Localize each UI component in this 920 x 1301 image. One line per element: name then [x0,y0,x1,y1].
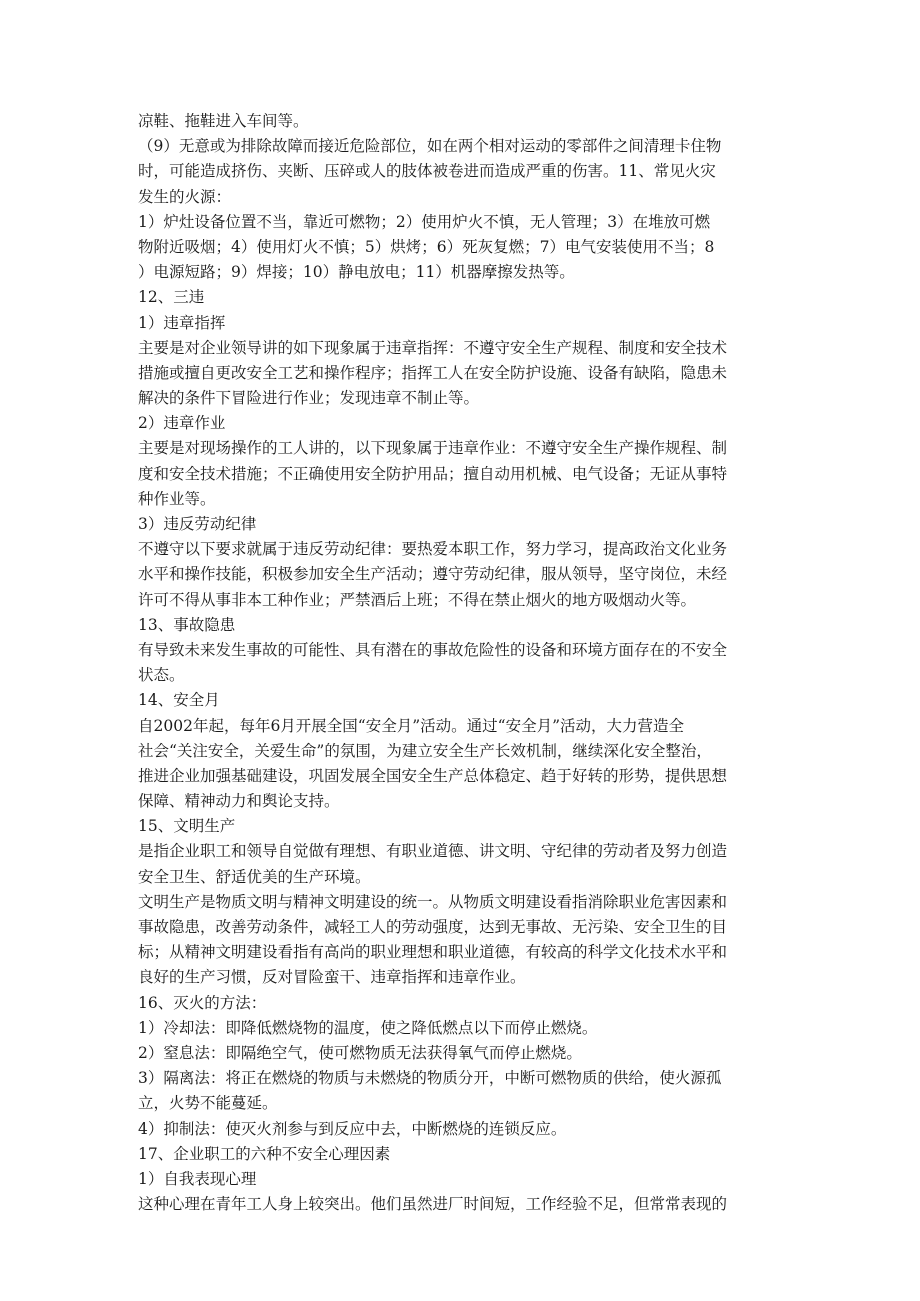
text-line: 15、文明生产 [138,817,236,836]
text-line: 保障、精神动力和舆论支持。 [138,792,340,811]
text-line: 凉鞋、拖鞋进入车间等。 [138,112,309,130]
text-line: 发生的火源： [138,187,232,206]
text-line: 16、灭火的方法： [138,993,267,1012]
text-line: 1）违章指挥 [138,313,226,332]
text-line: 3）违反劳动纪律 [138,515,257,533]
text-line: 1）自我表现心理 [138,1169,257,1188]
text-line: 1）冷却法：即降低燃烧物的温度，使之降低燃点以下而停止燃烧。 [138,1018,598,1037]
text-line: 立，火势不能蔓延。 [138,1094,278,1113]
text-line: 许可不得从事非本工种作业；严禁酒后上班；不得在禁止烟火的地方吸烟动火等。 [138,590,697,609]
text-line: 12、三违 [138,288,205,307]
text-line: 推进企业加强基础建设，巩固发展全国安全生产总体稳定、趋于好转的形势，提供思想 [138,766,728,785]
text-line: 2）窒息法：即隔绝空气，使可燃物质无法获得氧气而停止燃烧。 [138,1043,582,1062]
text-line: 主要是对企业领导讲的如下现象属于违章指挥：不遵守安全生产规程、制度和安全技术 [138,338,728,357]
text-line: 4）抑制法：使灭火剂参与到反应中去，中断燃烧的连锁反应。 [138,1119,567,1138]
text-line: 1）炉灶设备位置不当，靠近可燃物；2）使用炉火不慎，无人管理；3）在堆放可燃 [138,212,711,231]
text-line: 3）隔离法：将正在燃烧的物质与未燃烧的物质分开，中断可燃物质的供给，使火源孤 [138,1069,722,1088]
text-line: 解决的条件下冒险进行作业；发现违章不制止等。 [138,389,480,408]
text-line: 自2002年起，每年6月开展全国“安全月”活动。通过“安全月”活动，大力营造全 [138,716,685,735]
text-line: 17、企业职工的六种不安全心理因素 [138,1144,391,1163]
text-line: 文明生产是物质文明与精神文明建设的统一。从物质文明建设看指消除职业危害因素和 [138,892,728,911]
text-line: 水平和操作技能，积极参加安全生产活动；遵守劳动纪律，服从领导，坚守岗位，未经 [138,565,728,584]
text-line: 时，可能造成挤伤、夹断、压碎或人的肢体被卷进而造成严重的伤害。11、常见火灾 [138,162,716,181]
text-line: 事故隐患，改善劳动条件，减轻工人的劳动强度，达到无事故、无污染、安全卫生的目 [138,918,728,936]
text-line: 有导致未来发生事故的可能性、具有潜在的事故危险性的设备和环境方面存在的不安全 [138,640,728,659]
text-line: 种作业等。 [138,489,216,508]
text-line: 物附近吸烟；4）使用灯火不慎；5）烘烤；6）死灰复燃；7）电气安装使用不当；8 [138,237,715,256]
text-line: 主要是对现场操作的工人讲的，以下现象属于违章作业：不遵守安全生产操作规程、制 [138,439,728,458]
text-line: 度和安全技术措施；不正确使用安全防护用品；擅自动用机械、电气设备；无证从事特 [138,464,728,483]
text-line: 社会“关注安全，关爱生命”的氛围，为建立安全生产长效机制，继续深化安全整治， [138,741,712,760]
text-line: 标；从精神文明建设看指有高尚的职业理想和职业道德，有较高的科学文化技术水平和 [138,943,728,962]
text-line: ）电源短路；9）焊接；10）静电放电；11）机器摩擦发热等。 [138,263,575,282]
text-line: 13、事故隐患 [138,615,236,634]
text-line: 良好的生产习惯，反对冒险蛮干、违章指挥和违章作业。 [138,968,526,987]
text-line: 不遵守以下要求就属于违反劳动纪律：要热爱本职工作，努力学习，提高政治文化业务 [138,540,728,559]
text-line: 这种心理在青年工人身上较突出。他们虽然进厂时间短，工作经验不足，但常常表现的 [138,1195,728,1214]
text-line: 是指企业职工和领导自觉做有理想、有职业道德、讲文明、守纪律的劳动者及努力创造 [138,842,728,861]
document-body [138,109,783,1217]
text-line: （9）无意或为排除故障而接近危险部位，如在两个相对运动的零部件之间清理卡住物 [138,137,722,156]
text-line: 14、安全月 [138,691,220,710]
text-line: 2）违章作业 [138,414,226,433]
text-line: 安全卫生、舒适优美的生产环境。 [138,867,371,886]
text-line: 措施或擅自更改安全工艺和操作程序；指挥工人在安全防护设施、设备有缺陷，隐患未 [138,363,728,382]
text-line: 状态。 [138,666,185,685]
